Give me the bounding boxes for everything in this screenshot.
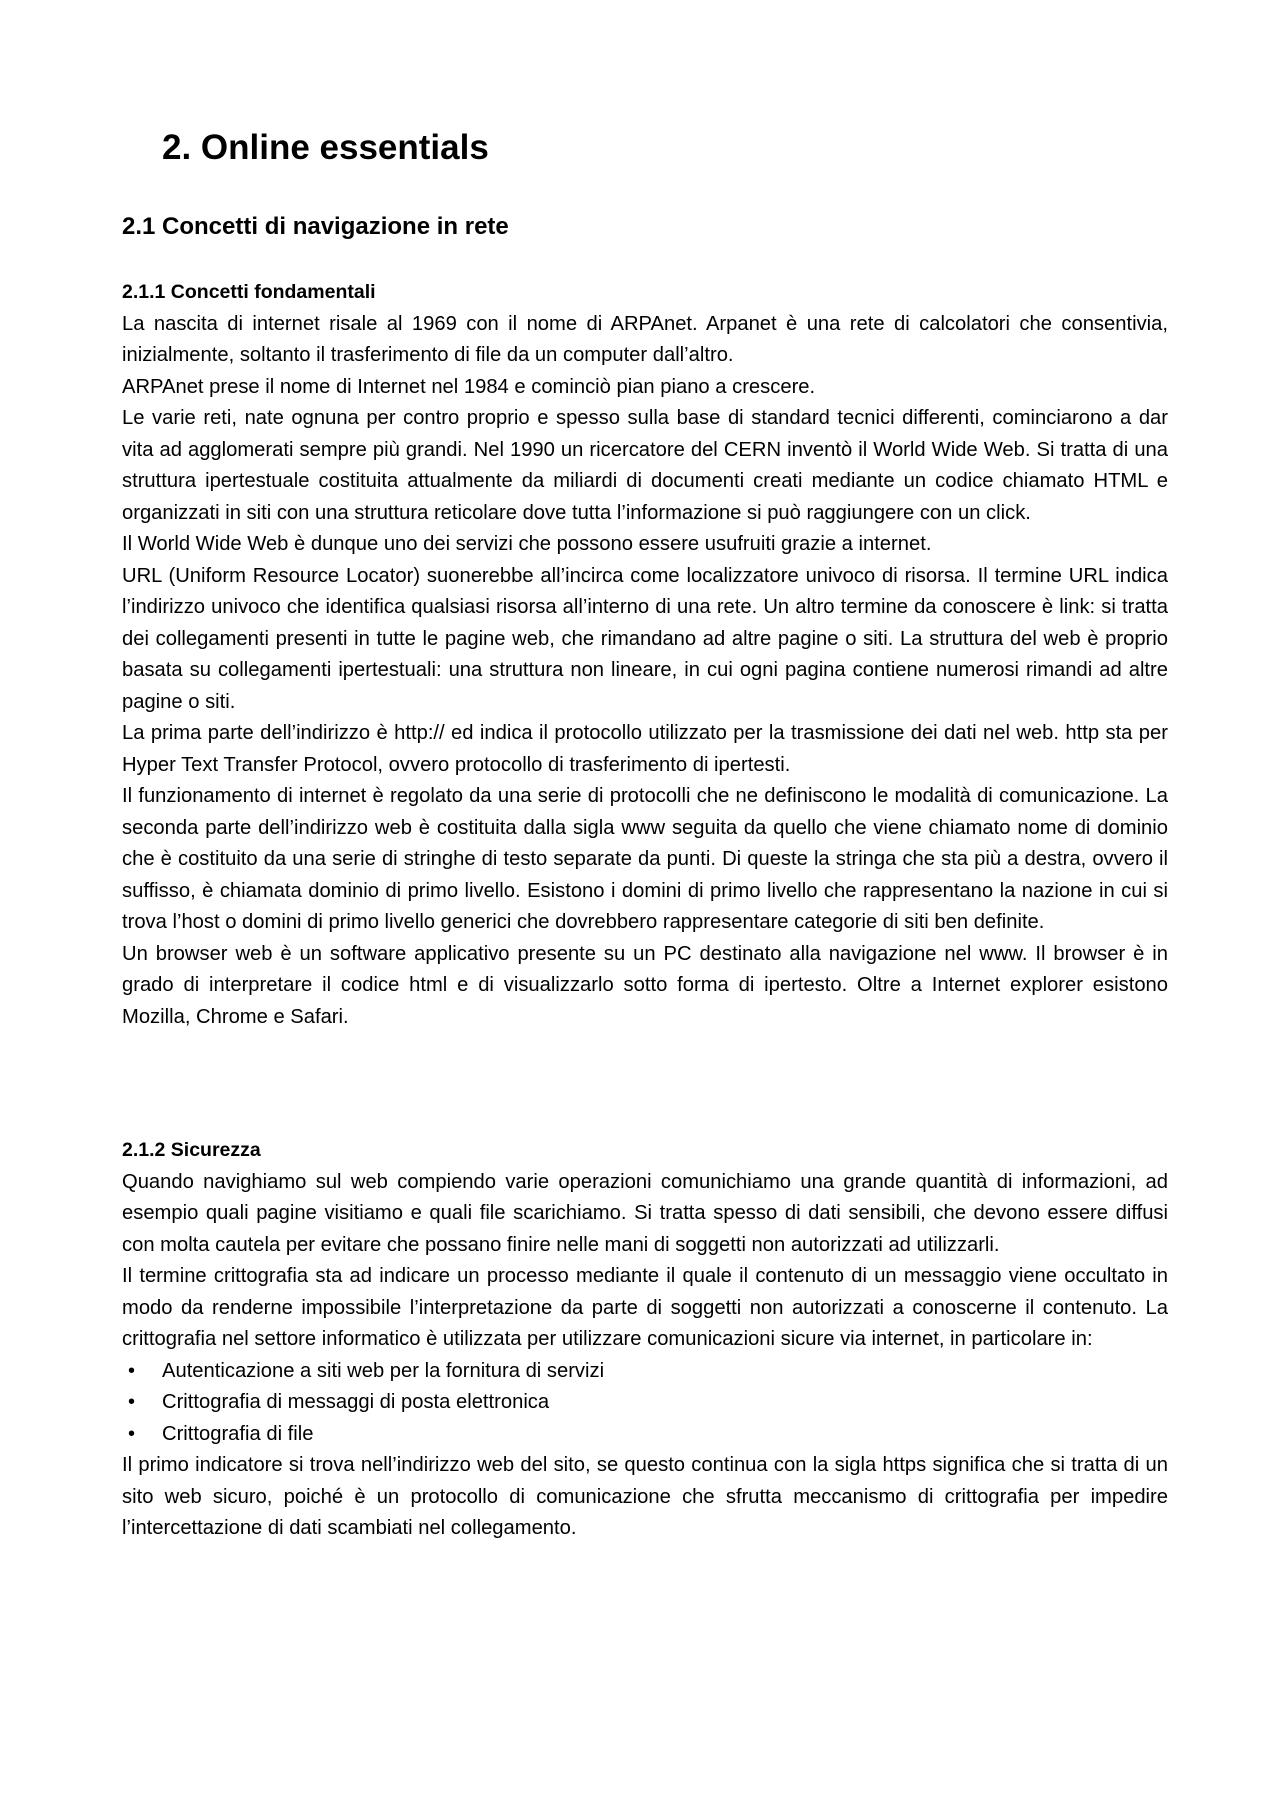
list-item-text: Autenticazione a siti web per la fornitura di servizi <box>162 1359 605 1382</box>
list-item-text: Crittografia di messaggi di posta elettronica <box>162 1391 550 1413</box>
bullet-icon: • <box>128 1359 136 1382</box>
chapter-title: 2. Online essentials <box>162 128 489 167</box>
paragraph: Il funzionamento di internet è regolato da una serie di protocolli che ne definiscono le modalità di comunicazione. La seconda parte dell’indirizzo web è costituita dalla sigla www seguita da quello che viene chiamato nome di dominio che è costituito da una serie di stringhe di testo separate da punti. Di queste la stringa che sta più a destra, ovvero il suffisso, è chiamata dominio di primo livello. Esistono i domini di primo livello che rappresentano la nazione in cui si trova l’host o domini di primo livello generici che dovrebbero rappresentare categorie di siti ben definite. <box>122 785 1168 933</box>
list-item <box>122 1419 1168 1451</box>
paragraph: Il World Wide Web è dunque uno dei servizi che possono essere usufruiti grazie a internet. <box>122 533 932 555</box>
subsection-concetti-fondamentali <box>122 277 1168 1033</box>
list-item <box>122 1356 1168 1388</box>
paragraph: URL (Uniform Resource Locator) suonerebbe all’incirca come localizzatore univoco di risorsa. Il termine URL indica l’indirizzo univoco che identifica qualsiasi risorsa all’interno di una rete. Un altro termine da conoscere è link: si tratta dei collegamenti presenti in tutte le pagine web, che rimandano ad altre pagine o siti. La struttura del web è proprio basata su collegamenti ipertestuali: una struttura non lineare, in cui ogni pagina contiene numerosi rimandi ad altre pagine o siti. <box>122 564 1168 713</box>
paragraph: Il termine crittografia sta ad indicare un processo mediante il quale il contenuto di un messaggio viene occultato in modo da renderne impossibile l’interpretazione da parte di soggetti non autorizzati a conoscerne il contenuto. La crittografia nel settore informatico è utilizzata per utilizzare comunicazioni sicure via internet, in particolare in: <box>122 1265 1168 1350</box>
paragraph: La nascita di internet risale al 1969 con il nome di ARPAnet. Arpanet è una rete di calcolatori che consentivia, inizialmente, soltanto il trasferimento di file da un computer dall’altro. <box>122 312 1168 366</box>
paragraph: ARPAnet prese il nome di Internet nel 1984 e cominciò pian piano a crescere. <box>122 375 816 398</box>
bullet-icon: • <box>128 1391 136 1413</box>
paragraph: La prima parte dell’indirizzo è http:// ed indica il protocollo utilizzato per la trasmissione dei dati nel web. http sta per Hyper Text Transfer Protocol, ovvero protocollo di trasferimento di ipertesti. <box>122 722 1168 776</box>
section-title: 2.1 Concetti di navigazione in rete <box>122 213 509 240</box>
paragraph: Quando navighiamo sul web compiendo varie operazioni comunichiamo una grande quantità di informazioni, ad esempio quali pagine visitiamo e quali file scarichiamo. Si tratta spesso di dati sensibili, che devono essere diffusi con molta cautela per evitare che possano finire nelle mani di soggetti non autorizzati ad utilizzarli. <box>122 1170 1168 1256</box>
list-item-text: Crittografia di file <box>162 1422 314 1445</box>
subsection-title: 2.1.2 Sicurezza <box>122 1139 261 1161</box>
subsection-sicurezza <box>122 1135 1168 1545</box>
bullet-list <box>122 1356 1168 1451</box>
list-item <box>122 1387 1168 1419</box>
paragraph: Un browser web è un software applicativo presente su un PC destinato alla navigazione nel www. Il browser è in grado di interpretare il codice html e di visualizzarlo sotto forma di ipertesto. Oltre a Internet explorer esistono Mozilla, Chrome e Safari. <box>122 942 1168 1028</box>
bullet-icon: • <box>128 1422 136 1445</box>
subsection-title: 2.1.1 Concetti fondamentali <box>122 281 376 303</box>
paragraph: Il primo indicatore si trova nell’indirizzo web del sito, se questo continua con la sigla https significa che si tratta di un sito web sicuro, poiché è un protocollo di comunicazione che sfrutta meccanismo di crittografia per impedire l’intercettazione di dati scambiati nel collegamento. <box>122 1454 1168 1539</box>
paragraph: Le varie reti, nate ognuna per contro proprio e spesso sulla base di standard tecnici differenti, cominciarono a dar vita ad agglomerati sempre più grandi. Nel 1990 un ricercatore del CERN inventò il World Wide Web. Si tratta di una struttura ipertestuale costituita attualmente da miliardi di documenti creati mediante un codice chiamato HTML e organizzati in siti con una struttura reticolare dove tutta l’informazione si può raggiungere con un click. <box>122 407 1168 524</box>
